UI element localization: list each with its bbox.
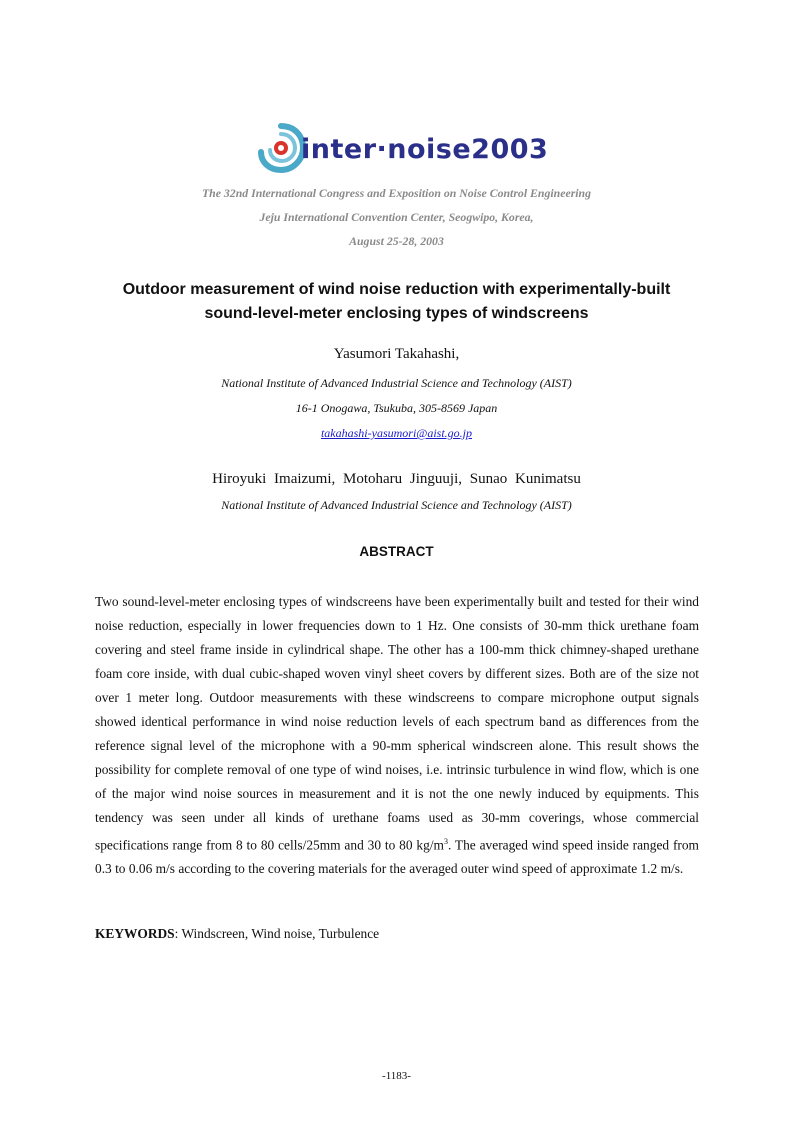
abstract-text-end: . The averaged wind speed inside ranged from 0.3 to 0.06 m/s according to the covering materials for the averaged outer wind speed of approximate 1.2 m/s. [95, 837, 699, 877]
address-primary: 16-1 Onogawa, Tsukuba, 305-8569 Japan [295, 401, 498, 415]
conference-venue: Jeju International Convention Center, Seogwipo, Korea, [259, 210, 534, 224]
swirl-logo-icon [255, 122, 307, 174]
email-line [0, 426, 793, 441]
title-line-1: Outdoor measurement of wind noise reduction with experimentally-built [122, 281, 671, 298]
author-primary: Yasumori Takahashi, [333, 346, 460, 362]
abstract-body [95, 590, 699, 881]
keywords-text: : Windscreen, Wind noise, Turbulence [174, 926, 380, 941]
author-email-link[interactable]: takahashi-yasumori@aist.go.jp [320, 426, 473, 440]
paper-title [0, 278, 793, 326]
title-line-2: sound-level-meter enclosing types of windscreens [204, 305, 589, 322]
conference-dates: August 25-28, 2003 [349, 234, 444, 248]
conference-name: The 32nd International Congress and Exposition on Noise Control Engineering [201, 186, 592, 200]
affiliation-primary: National Institute of Advanced Industrial Science and Technology (AIST) [221, 376, 572, 390]
abstract-heading: ABSTRACT [359, 544, 434, 559]
logo-wordmark: inter·noise2003 [301, 134, 549, 165]
conference-logo [255, 122, 549, 174]
abstract-text: Two sound-level-meter enclosing types of windscreens have been experimentally built and tested for their wind noise reduction, especially in lower frequencies down to 1 Hz. One consists of 30-mm thick urethane foam covering and steel frame inside in cylindrical shape. The other has a 100-mm thick chimney-shaped urethane foam core inside, with dual cubic-shaped woven vinyl sheet covers by different sizes. Both are of the size not over 1 meter long. Outdoor measurements with these windscreens to compare microphone output signals showed identical performance in wind noise reduction levels of each spectrum band as differences from the reference signal level of the microphone with a 90-mm spherical windscreen alone. This result shows the possibility for complete removal of one type of wind noises, i.e. intrinsic turbulence in wind flow, which is one of the major wind noise sources in measurement and it is not the one newly induced by equipments. This tendency was seen under all kinds of urethane foams used as 30-mm coverings, whose commercial specifications range from 8 to 80 cells/25mm and 30 to 80 kg/m [95, 594, 699, 853]
abstract-superscript: 3 [443, 837, 448, 846]
page-number: -1183- [382, 1070, 411, 1082]
keywords-label: KEYWORDS [95, 926, 175, 941]
keywords-line [95, 926, 379, 942]
coauthors: Hiroyuki Imaizumi, Motoharu Jinguuji, Sunao Kunimatsu [212, 471, 581, 487]
affiliation-coauthors: National Institute of Advanced Industrial Science and Technology (AIST) [221, 498, 572, 512]
